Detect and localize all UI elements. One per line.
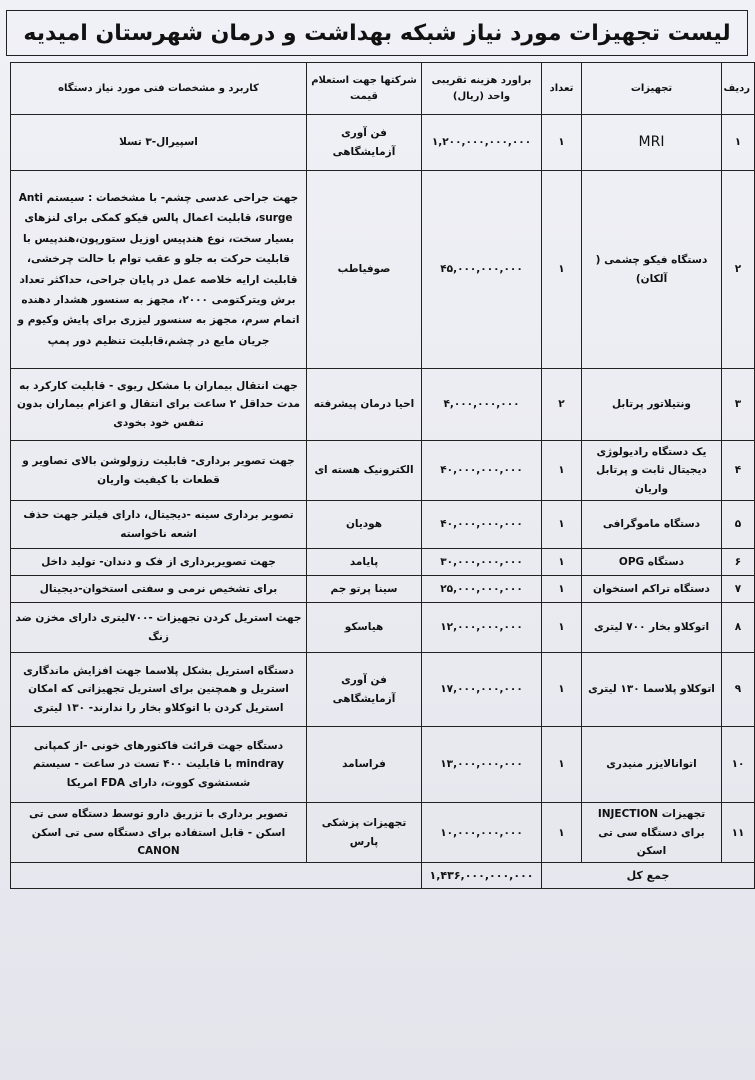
item-count: ۱: [542, 576, 582, 603]
supplier-company: تجهیزات پزشکی پارس: [307, 803, 422, 863]
table-header-row: [11, 63, 755, 115]
supplier-company: پایامد: [307, 549, 422, 576]
table-row: [11, 441, 755, 501]
supplier-company: صوفیاطب: [307, 171, 422, 369]
table-row: [11, 653, 755, 727]
item-count: ۲: [542, 369, 582, 441]
technical-spec: جهت جراحی عدسی چشم- با مشخصات : سیستم Anti surge، قابلیت اعمال پالس فیکو کمکی برای لنزهای بسیار سخت، نوع هندپیس اوزیل ستورپون،هندپیس با قابلیت حرکت به جلو و عقب توام با حالت چرخشی، قابلیت ارایه خلاصه عمل در پایان جراحی، حداکثر تعداد برش ویترکتومی ۲۰۰۰، مجهز به سنسور هشدار دهنده اتمام سرم، مجهز به سنسور لیزری برای پایش وکیوم و جریان مایع در چشم،قابلیت تنظیم دور پمپ: [11, 171, 307, 369]
technical-spec: جهت انتقال بیماران با مشکل ریوی - قابلیت کارکرد به مدت حداقل ۲ ساعت برای انتقال و اعزام بیماران بدون تنفس خود بخودی: [11, 369, 307, 441]
technical-spec: تصویر برداری سینه -دیجیتال، دارای فیلتر جهت حذف اشعه ناخواسته: [11, 501, 307, 549]
total-row: [11, 863, 755, 889]
total-value: ۱,۴۳۶,۰۰۰,۰۰۰,۰۰۰: [422, 863, 542, 889]
item-count: ۱: [542, 441, 582, 501]
header-cost: براورد هزینه تقریبی واحد (ریال): [422, 63, 542, 115]
item-count: ۱: [542, 653, 582, 727]
supplier-company: احیا درمان پیشرفته: [307, 369, 422, 441]
equipment-name: دستگاه OPG: [582, 549, 722, 576]
technical-spec: دستگاه استریل بشکل پلاسما جهت افزایش ماندگاری استریل و همچنین برای استریل تجهیزاتی که امکان استریل کردن با اتوکلاو بخار را ندارند- ۱۳۰ لیتری: [11, 653, 307, 727]
equipment-table: [10, 62, 755, 889]
table-row: [11, 803, 755, 863]
header-specs: کاربرد و مشخصات فنی مورد نیاز دستگاه: [11, 63, 307, 115]
item-count: ۱: [542, 549, 582, 576]
document-title: لیست تجهیزات مورد نیاز شبکه بهداشت و درمان شهرستان امیدیه: [6, 10, 748, 56]
table-row: [11, 501, 755, 549]
unit-cost: ۱۲,۰۰۰,۰۰۰,۰۰۰: [422, 603, 542, 653]
unit-cost: ۱۷,۰۰۰,۰۰۰,۰۰۰: [422, 653, 542, 727]
equipment-name: تجهیزات INJECTION برای دستگاه سی تی اسکن: [582, 803, 722, 863]
equipment-name: اتوانالایزر منیدری: [582, 727, 722, 803]
unit-cost: ۱۰,۰۰۰,۰۰۰,۰۰۰: [422, 803, 542, 863]
equipment-name: دستگاه فیکو چشمی ( آلکان): [582, 171, 722, 369]
supplier-company: سینا پرتو جم: [307, 576, 422, 603]
row-number: ۹: [722, 653, 755, 727]
equipment-name: دستگاه تراکم استخوان: [582, 576, 722, 603]
supplier-company: فن آوری آزمایشگاهی: [307, 653, 422, 727]
table-row: [11, 727, 755, 803]
row-number: ۷: [722, 576, 755, 603]
equipment-name: اتوکلاو بخار ۷۰۰ لیتری: [582, 603, 722, 653]
unit-cost: ۴,۰۰۰,۰۰۰,۰۰۰: [422, 369, 542, 441]
technical-spec: تصویر برداری با تزریق دارو توسط دستگاه سی تی اسکن - قابل استفاده برای دستگاه سی تی اسکن CANON: [11, 803, 307, 863]
item-count: ۱: [542, 171, 582, 369]
table-row: [11, 549, 755, 576]
header-row-number: ردیف: [722, 63, 755, 115]
supplier-company: الکترونیک هسته ای: [307, 441, 422, 501]
unit-cost: ۱۳,۰۰۰,۰۰۰,۰۰۰: [422, 727, 542, 803]
supplier-company: هیاسکو: [307, 603, 422, 653]
unit-cost: ۴۰,۰۰۰,۰۰۰,۰۰۰: [422, 501, 542, 549]
unit-cost: ۳۰,۰۰۰,۰۰۰,۰۰۰: [422, 549, 542, 576]
technical-spec: اسپیرال-۳ تسلا: [11, 115, 307, 171]
technical-spec: دستگاه جهت قرائت فاکتورهای خونی -از کمپانی mindray با قابلیت ۴۰۰ تست در ساعت - سیستم شستشوی کووت، دارای FDA امریکا: [11, 727, 307, 803]
table-row: [11, 576, 755, 603]
equipment-name: یک دستگاه رادیولوژی دیجیتال ثابت و پرتابل واریان: [582, 441, 722, 501]
item-count: ۱: [542, 603, 582, 653]
equipment-name: MRI: [582, 115, 722, 171]
row-number: ۶: [722, 549, 755, 576]
item-count: ۱: [542, 803, 582, 863]
row-number: ۲: [722, 171, 755, 369]
total-label: جمع کل: [542, 863, 755, 889]
unit-cost: ۴۰,۰۰۰,۰۰۰,۰۰۰: [422, 441, 542, 501]
row-number: ۳: [722, 369, 755, 441]
item-count: ۱: [542, 501, 582, 549]
equipment-name: ونتیلاتور پرتابل: [582, 369, 722, 441]
unit-cost: ۲۵,۰۰۰,۰۰۰,۰۰۰: [422, 576, 542, 603]
technical-spec: برای تشخیص نرمی و سفتی استخوان-دیجیتال: [11, 576, 307, 603]
supplier-company: فراسامد: [307, 727, 422, 803]
technical-spec: جهت تصویر برداری- قابلیت رزولوشن بالای تصاویر و قطعات با کیفیت واریان: [11, 441, 307, 501]
item-count: ۱: [542, 727, 582, 803]
total-blank: [11, 863, 422, 889]
header-companies: شرکتها جهت استعلام قیمت: [307, 63, 422, 115]
row-number: ۱۱: [722, 803, 755, 863]
unit-cost: ۱,۲۰۰,۰۰۰,۰۰۰,۰۰۰: [422, 115, 542, 171]
row-number: ۸: [722, 603, 755, 653]
row-number: ۵: [722, 501, 755, 549]
row-number: ۱۰: [722, 727, 755, 803]
table-row: [11, 115, 755, 171]
row-number: ۴: [722, 441, 755, 501]
supplier-company: هودیان: [307, 501, 422, 549]
equipment-name: دستگاه ماموگرافی: [582, 501, 722, 549]
header-equipment: تجهیزات: [582, 63, 722, 115]
table-row: [11, 603, 755, 653]
unit-cost: ۴۵,۰۰۰,۰۰۰,۰۰۰: [422, 171, 542, 369]
header-count: تعداد: [542, 63, 582, 115]
supplier-company: فن آوری آزمایشگاهی: [307, 115, 422, 171]
technical-spec: جهت تصویربرداری از فک و دندان- تولید داخل: [11, 549, 307, 576]
technical-spec: جهت استریل کردن تجهیزات -۷۰۰لیتری دارای مخزن ضد زنگ: [11, 603, 307, 653]
item-count: ۱: [542, 115, 582, 171]
table-row: [11, 171, 755, 369]
equipment-name: اتوکلاو پلاسما ۱۳۰ لیتری: [582, 653, 722, 727]
table-row: [11, 369, 755, 441]
row-number: ۱: [722, 115, 755, 171]
